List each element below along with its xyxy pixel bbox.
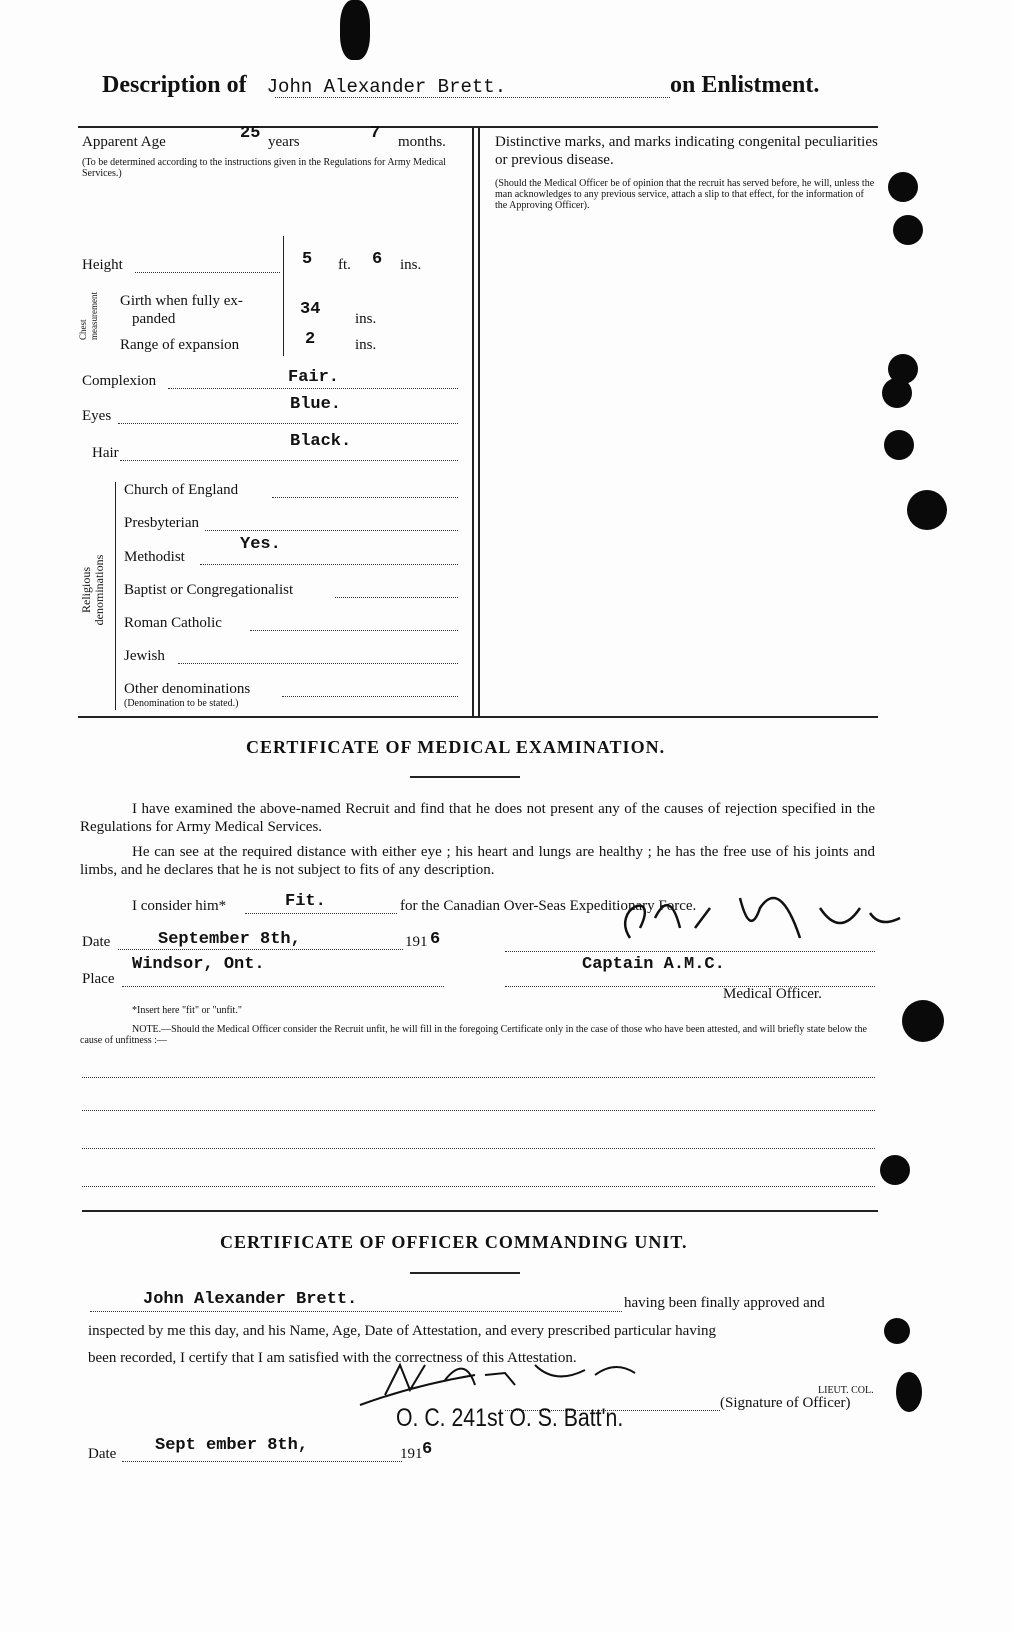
- age-label: Apparent Age: [82, 134, 166, 150]
- punch-hole-mark: [902, 1000, 944, 1042]
- dotted-line: [82, 1077, 875, 1078]
- complexion-label: Complexion: [82, 373, 157, 389]
- year-prefix: 191: [405, 934, 428, 950]
- place-label: Place: [82, 971, 115, 987]
- religion-option: Presbyterian: [124, 515, 199, 531]
- dotted-line: [178, 663, 458, 664]
- hair-label: Hair: [92, 445, 119, 461]
- religion-label: Religious denominations: [79, 554, 106, 626]
- divider: [478, 128, 480, 718]
- ft-label: ft.: [338, 257, 351, 273]
- divider: [82, 1210, 878, 1212]
- hair-value: Black.: [290, 432, 352, 451]
- religion-option: Baptist or Congregationalist: [124, 582, 294, 598]
- unfit-note: NOTE.—Should the Medical Officer consider the Recruit unfit, he will fill in the foregoing Certificate only in the case of those who have been attested, and will briefly state below the cause of unfitness :—: [80, 1024, 867, 1046]
- height-label: Height: [82, 257, 123, 273]
- height-in-value: 6: [372, 250, 383, 269]
- range-unit: ins.: [355, 337, 377, 353]
- dotted-line: [82, 1110, 875, 1111]
- eyes-label: Eyes: [82, 408, 112, 424]
- girth-value: 34: [300, 300, 321, 319]
- dotted-line: [168, 388, 458, 389]
- commanding-text-2: inspected by me this day, and his Name, Age, Date of Attestation, and every prescribed particular having: [88, 1323, 717, 1339]
- rank-label: LIEUT. COL.: [818, 1385, 874, 1396]
- range-value: 2: [305, 330, 316, 349]
- title-suffix: on Enlistment.: [670, 72, 820, 98]
- form-title: [102, 72, 506, 99]
- medical-paragraph-2: He can see at the required distance with either eye ; his heart and lungs are healthy ; he has the free use of his joints and limbs, and he declares that he is not subject to fits of any description.: [80, 844, 875, 878]
- methodist-value: Yes.: [240, 535, 281, 554]
- officer-rank: Captain A.M.C.: [582, 955, 725, 974]
- commanding-recruit-name: John Alexander Brett.: [143, 1290, 358, 1309]
- punch-hole-mark: [340, 0, 370, 60]
- recruit-name: John Alexander Brett.: [266, 76, 507, 98]
- unit-stamp: O. C. 241st O. S. Batt'n.: [396, 1404, 624, 1432]
- signature-label: (Signature of Officer): [720, 1395, 851, 1411]
- religion-option: Roman Catholic: [124, 615, 222, 631]
- punch-hole-mark: [880, 1155, 910, 1185]
- girth-unit: ins.: [355, 311, 377, 327]
- religion-option: Other denominations: [124, 681, 251, 697]
- divider: [78, 716, 878, 718]
- divider: [283, 236, 284, 356]
- girth-label-2: panded: [132, 311, 176, 327]
- dotted-line: [200, 564, 458, 565]
- divider: [410, 776, 520, 778]
- complexion-value: Fair.: [288, 368, 340, 387]
- punch-hole-mark: [884, 1318, 910, 1344]
- force-label: for the Canadian Over-Seas Expeditionary Force.: [400, 898, 697, 914]
- girth-label: Girth when fully ex-: [120, 293, 243, 309]
- consider-label: I consider him*: [132, 898, 227, 914]
- dotted-line: [82, 1148, 875, 1149]
- medical-officer-signature: [600, 868, 910, 958]
- punch-hole-mark: [884, 430, 914, 460]
- medical-date-value: September 8th,: [158, 930, 301, 949]
- dotted-line: [90, 1311, 622, 1312]
- dotted-line: [245, 913, 397, 914]
- punch-hole-mark: [907, 490, 947, 530]
- dotted-line: [118, 423, 458, 424]
- punch-hole-mark: [882, 378, 912, 408]
- denomination-note: (Denomination to be stated.): [124, 698, 239, 709]
- date-label: Date: [82, 934, 111, 950]
- divider: [410, 1272, 520, 1274]
- distinctive-marks-note: (Should the Medical Officer be of opinion that the recruit has served before, he will, unless the man acknowledges to any previous service, attach a slip to that effect, for the information of the Approving Officer).: [495, 178, 875, 211]
- religion-option: Church of England: [124, 482, 239, 498]
- fitness-value: Fit.: [285, 892, 326, 911]
- date-label: Date: [88, 1446, 117, 1462]
- ins-label: ins.: [400, 257, 422, 273]
- punch-hole-mark: [888, 172, 918, 202]
- dotted-line: [335, 597, 458, 598]
- dotted-line: [275, 97, 670, 98]
- year-digit: 6: [422, 1440, 433, 1459]
- punch-hole-mark: [896, 1372, 922, 1412]
- dotted-line: [272, 497, 458, 498]
- chest-label: Chest measurement: [78, 292, 99, 340]
- dotted-line: [250, 630, 458, 631]
- dotted-line: [282, 696, 458, 697]
- divider: [115, 482, 116, 710]
- distinctive-marks-heading: Distinctive marks, and marks indicating congenital peculiarities or previous disease.: [495, 134, 878, 168]
- place-value: Windsor, Ont.: [132, 955, 265, 974]
- commanding-date-value: Sept ember 8th,: [155, 1436, 309, 1455]
- medical-heading: CERTIFICATE OF MEDICAL EXAMINATION.: [246, 737, 666, 757]
- age-months-value: 7: [370, 124, 381, 143]
- commanding-heading: CERTIFICATE OF OFFICER COMMANDING UNIT.: [220, 1232, 688, 1252]
- dotted-line: [505, 951, 875, 952]
- dotted-line: [122, 986, 444, 987]
- medical-officer-label: Medical Officer.: [723, 986, 822, 1002]
- year-prefix: 191: [400, 1446, 423, 1462]
- years-label: years: [268, 134, 300, 150]
- insert-note: *Insert here "fit" or "unfit.": [132, 1005, 242, 1016]
- religion-option: Methodist: [124, 549, 185, 565]
- title-prefix: Description of: [102, 72, 247, 98]
- dotted-line: [122, 1461, 402, 1462]
- year-digit: 6: [430, 930, 441, 949]
- punch-hole-mark: [893, 215, 923, 245]
- age-years-value: 25: [240, 124, 261, 143]
- divider: [472, 128, 474, 718]
- medical-paragraph-1: I have examined the above-named Recruit and find that he does not present any of the causes of rejection specified in the Regulations for Army Medical Services.: [80, 801, 875, 835]
- eyes-value: Blue.: [290, 395, 342, 414]
- range-label: Range of expansion: [120, 337, 240, 353]
- dotted-line: [82, 1186, 875, 1187]
- age-note: (To be determined according to the instructions given in the Regulations for Army Medical Services.): [82, 157, 446, 179]
- religion-option: Jewish: [124, 648, 165, 664]
- dotted-line: [118, 949, 403, 950]
- commanding-text-3: been recorded, I certify that I am satisfied with the correctness of this Attestation.: [88, 1350, 577, 1366]
- dotted-line: [120, 460, 458, 461]
- height-ft-value: 5: [302, 250, 313, 269]
- dotted-line: [135, 272, 280, 273]
- dotted-line: [205, 530, 458, 531]
- months-label: months.: [398, 134, 446, 150]
- commanding-text-1: having been finally approved and: [624, 1295, 825, 1311]
